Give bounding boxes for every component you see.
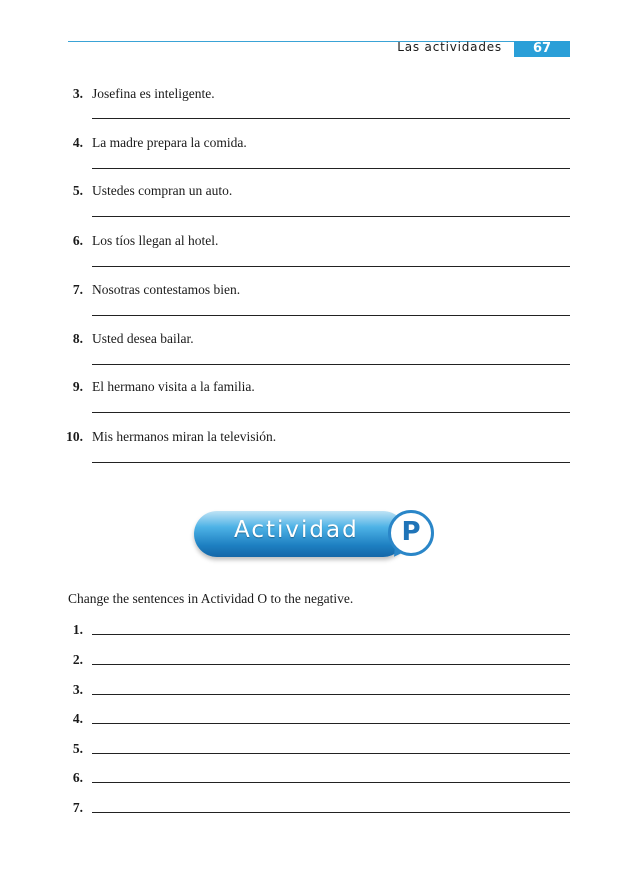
exercise-number: 7. (72, 282, 83, 297)
exercise-number: 3. (72, 86, 83, 101)
exercise-sentence: Nosotras contestamos bien. (92, 282, 241, 297)
answer-number: 4. (72, 711, 83, 726)
exercise-sentence: El hermano visita a la familia. (92, 379, 255, 394)
answer-line[interactable] (92, 364, 570, 365)
answer-number: 5. (72, 741, 83, 756)
answer-line[interactable] (92, 266, 570, 267)
answer-line[interactable] (92, 694, 570, 695)
answer-number: 6. (72, 770, 83, 785)
answer-line[interactable] (92, 168, 570, 169)
answer-line[interactable] (92, 118, 570, 119)
exercise-number: 9. (72, 379, 83, 394)
exercise-number: 8. (72, 331, 83, 346)
answer-item (0, 682, 638, 702)
answer-number: 3. (72, 682, 83, 697)
answer-line[interactable] (92, 723, 570, 724)
exercise-sentence: Ustedes compran un auto. (92, 183, 233, 198)
answer-line[interactable] (92, 812, 570, 813)
page-number: 67 (514, 41, 570, 57)
answer-item (0, 800, 638, 820)
answer-item (0, 711, 638, 731)
answer-number: 2. (72, 652, 83, 667)
activity-letter: P (401, 517, 421, 547)
answer-line[interactable] (92, 462, 570, 463)
answer-number: 1. (72, 622, 83, 637)
section-title: Las actividades (397, 40, 502, 54)
exercise-sentence: Usted desea bailar. (92, 331, 194, 346)
exercise-number: 6. (72, 233, 83, 248)
exercise-number: 5. (72, 183, 83, 198)
answer-number: 7. (72, 800, 83, 815)
exercise-sentence: Mis hermanos miran la televisión. (92, 429, 277, 444)
answer-line[interactable] (92, 315, 570, 316)
activity-label: Actividad (234, 517, 359, 543)
answer-line[interactable] (92, 412, 570, 413)
answer-line[interactable] (92, 634, 570, 635)
exercise-sentence: La madre prepara la comida. (92, 135, 247, 150)
answer-item (0, 741, 638, 761)
activity-badge (194, 506, 444, 568)
answer-line[interactable] (92, 216, 570, 217)
answer-item (0, 652, 638, 672)
answer-line[interactable] (92, 753, 570, 754)
exercise-number: 10. (66, 429, 83, 444)
instruction-text: Change the sentences in Actividad O to the negative. (68, 591, 354, 606)
exercise-sentence: Josefina es inteligente. (92, 86, 215, 101)
exercise-sentence: Los tíos llegan al hotel. (92, 233, 219, 248)
exercise-number: 4. (72, 135, 83, 150)
answer-item (0, 770, 638, 790)
answer-item (0, 622, 638, 642)
answer-line[interactable] (92, 664, 570, 665)
answer-line[interactable] (92, 782, 570, 783)
